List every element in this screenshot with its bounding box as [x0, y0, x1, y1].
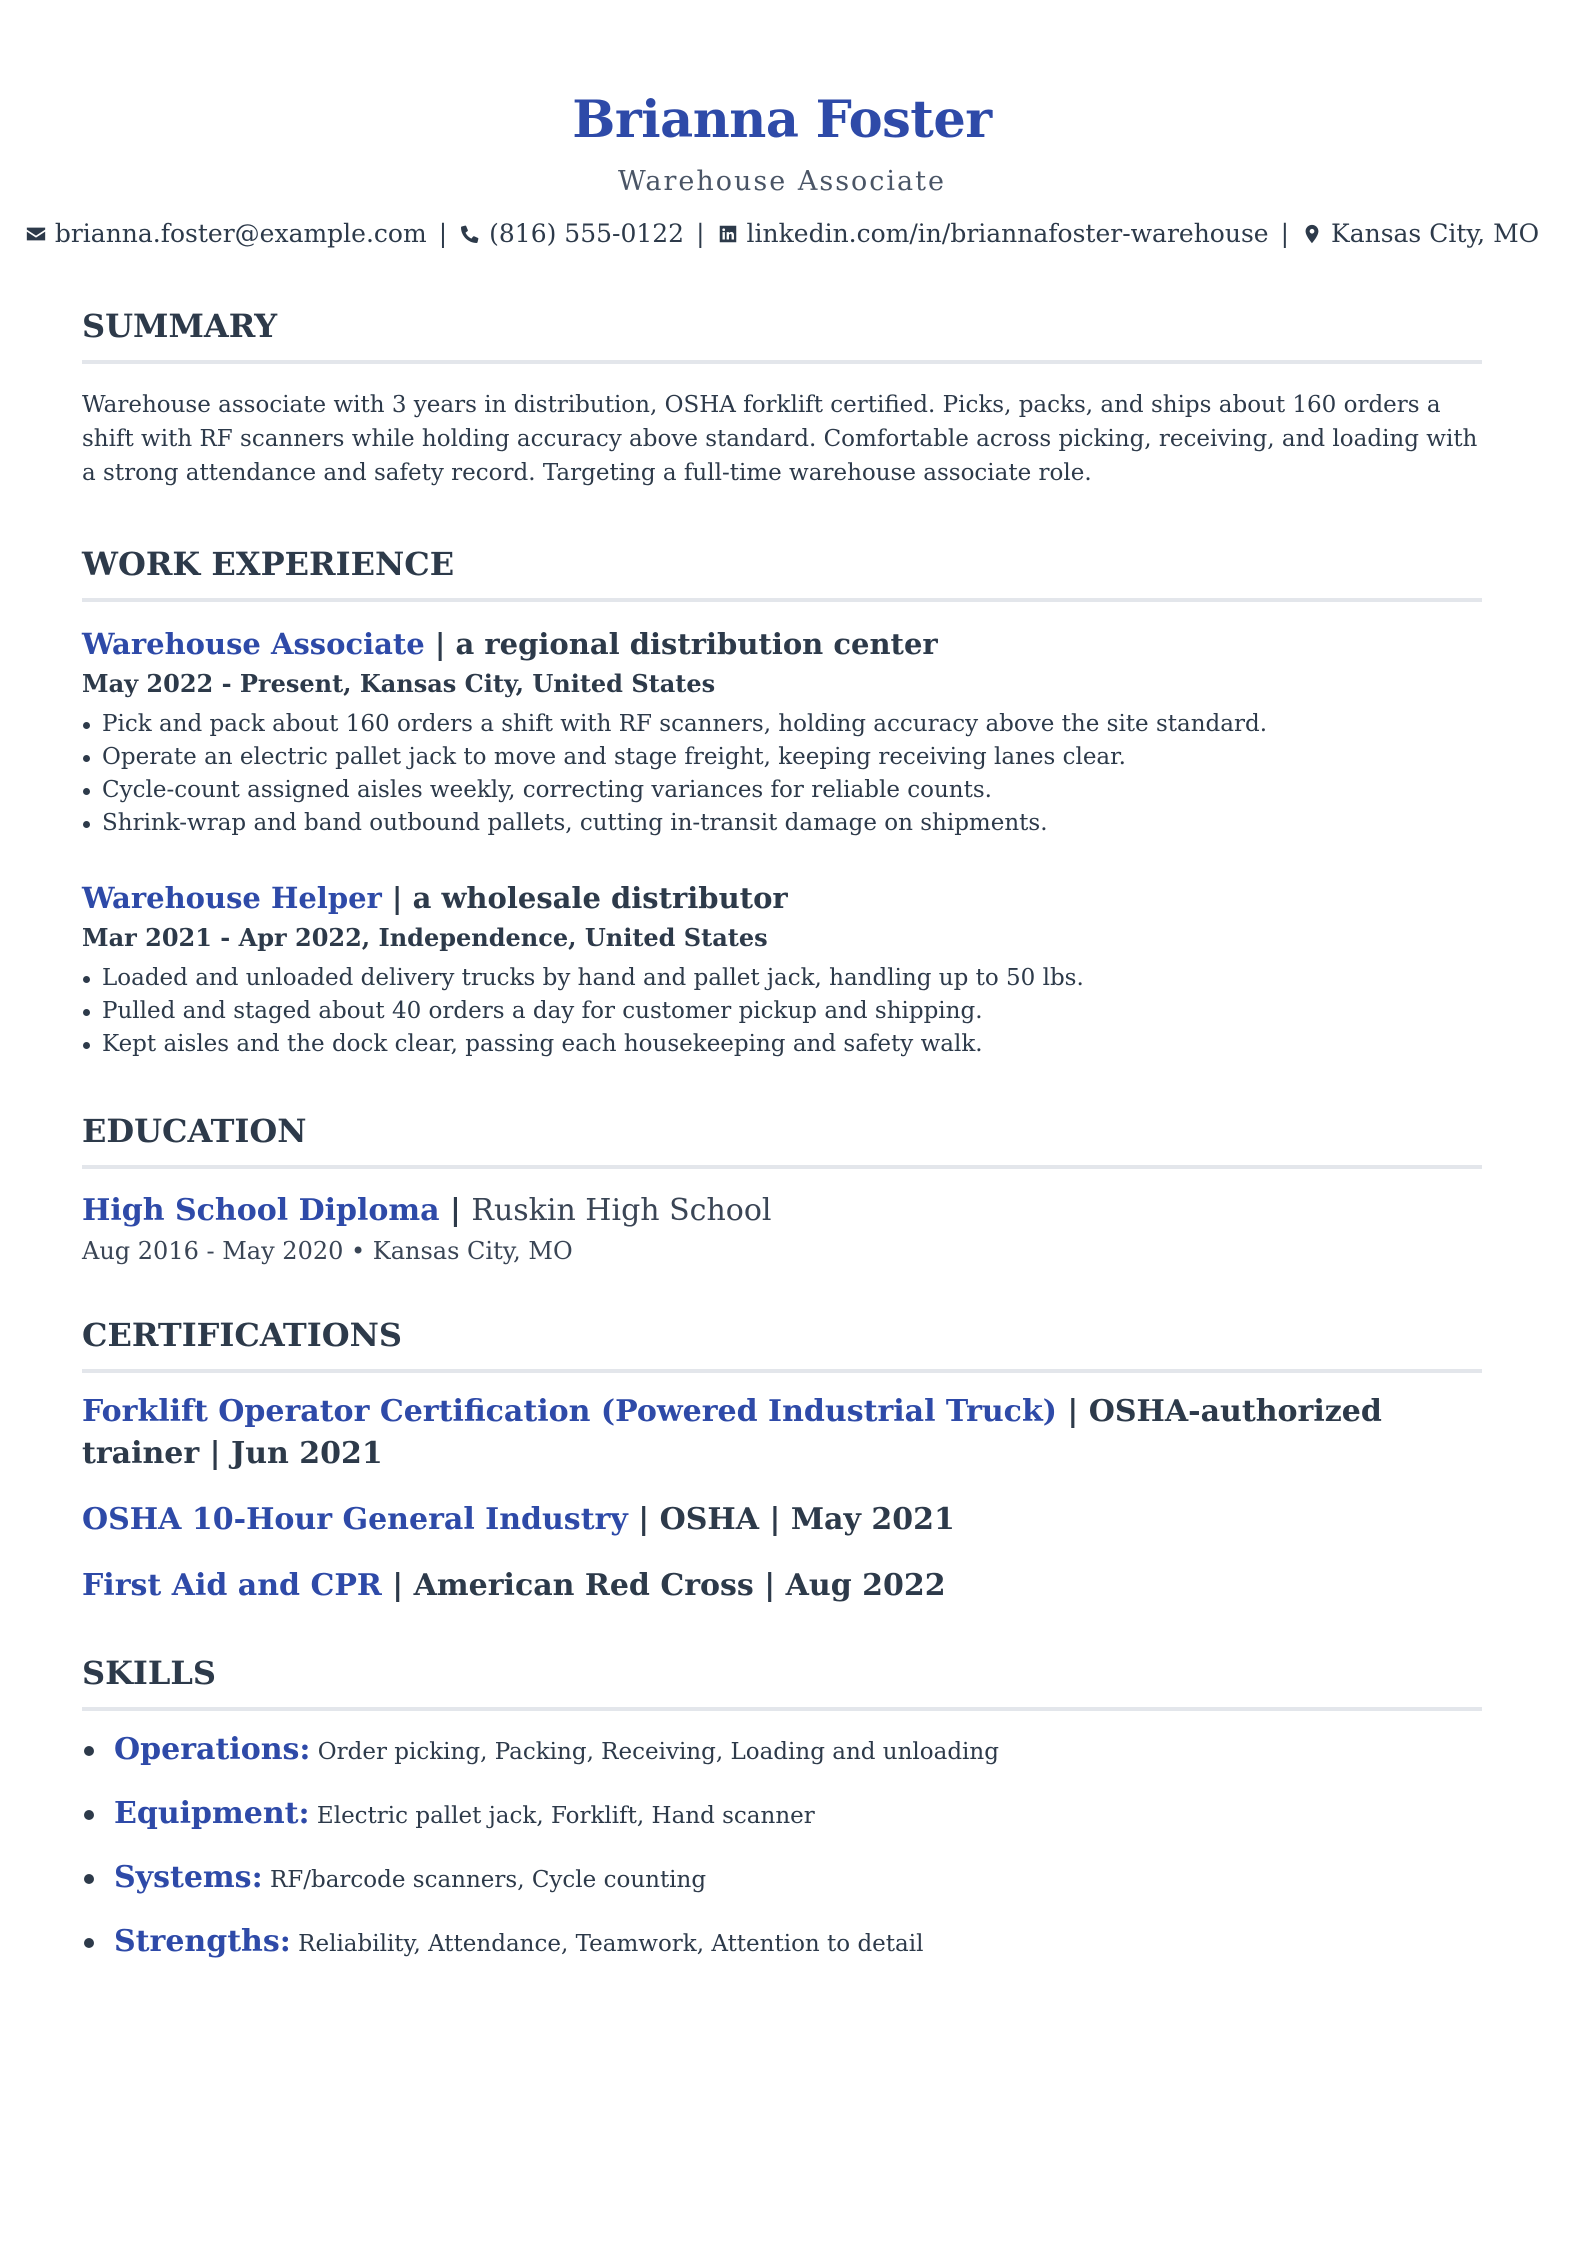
list-item: Pick and pack about 160 orders a shift with RF scanners, holding accuracy above the site standard. [102, 708, 1482, 741]
contact-bar [54, 216, 1540, 252]
job-company: | a wholesale distributor [381, 881, 788, 915]
list-item: Operate an electric pallet jack to move and stage freight, keeping receiving lanes clear. [102, 741, 1482, 774]
job-dates-location: May 2022 - Present, Kansas City, United States [82, 669, 716, 698]
contact-location [1301, 216, 1539, 252]
section-title: SKILLS [82, 1651, 1482, 1711]
certification-details: | OSHA-authorized trainer | Jun 2021 [82, 1394, 1382, 1471]
linkedin-text: linkedin.com/in/briannafoster-warehouse [746, 219, 1269, 248]
job-title: Warehouse Associate [82, 627, 425, 661]
contact-email[interactable] [25, 216, 427, 252]
education-separator: | [439, 1193, 472, 1228]
experience-section [82, 542, 1482, 1061]
job-bullets [82, 962, 1482, 1061]
certification-name: OSHA 10-Hour General Industry [82, 1502, 628, 1537]
school-name: Ruskin High School [471, 1193, 772, 1228]
certification-item [82, 1565, 1482, 1607]
skill-label: Operations: [114, 1732, 311, 1767]
list-item: Kept aisles and the dock clear, passing each housekeeping and safety walk. [102, 1028, 1482, 1061]
certification-item [82, 1499, 1482, 1541]
skill-item [114, 1727, 1482, 1777]
list-item: Loaded and unloaded delivery trucks by hand and pallet jack, handling up to 50 lbs. [102, 962, 1482, 995]
degree-name: High School Diploma [82, 1193, 440, 1228]
skill-label: Equipment: [114, 1796, 310, 1831]
certification-list [82, 1391, 1482, 1607]
location-text: Kansas City, MO [1331, 219, 1540, 248]
job-bullets [82, 708, 1482, 840]
list-item: Shrink-wrap and band outbound pallets, cutting in-transit damage on shipments. [102, 807, 1482, 840]
education-heading [82, 1191, 1482, 1231]
certification-details: | OSHA | May 2021 [627, 1502, 955, 1537]
contact-phone[interactable] [459, 216, 684, 252]
linkedin-icon [717, 223, 739, 245]
job-entry [82, 878, 1482, 1061]
contact-linkedin[interactable] [717, 216, 1269, 252]
job-company: | a regional distribution center [424, 627, 938, 661]
section-title: WORK EXPERIENCE [82, 542, 1482, 602]
job-title: Warehouse Helper [82, 881, 382, 915]
skills-section [82, 1651, 1482, 1969]
job-entry [82, 624, 1482, 840]
envelope-icon [25, 223, 47, 245]
education-section [82, 1109, 1482, 1269]
certification-details: | American Red Cross | Aug 2022 [381, 1568, 946, 1603]
job-dates-location: Mar 2021 - Apr 2022, Independence, United States [82, 923, 768, 952]
skill-values: Reliability, Attendance, Teamwork, Attention to detail [290, 1931, 924, 1957]
resume-header [54, 0, 1540, 252]
candidate-name: Brianna Foster [572, 90, 992, 150]
skill-values: Order picking, Packing, Receiving, Loading and unloading [310, 1739, 999, 1765]
contact-separator: | [438, 219, 448, 248]
list-item: Pulled and staged about 40 orders a day for customer pickup and shipping. [102, 995, 1482, 1028]
email-text: brianna.foster@example.com [54, 219, 427, 248]
skill-label: Strengths: [114, 1924, 291, 1959]
certifications-section [82, 1313, 1482, 1607]
section-title: SUMMARY [82, 304, 1482, 364]
candidate-role: Warehouse Associate [618, 166, 946, 197]
summary-section [82, 304, 1482, 490]
skill-values: Electric pallet jack, Forklift, Hand scanner [309, 1803, 815, 1829]
certification-name: Forklift Operator Certification (Powered Industrial Truck) [82, 1394, 1057, 1429]
contact-separator: | [1280, 219, 1290, 248]
skills-list [82, 1727, 1482, 1969]
contact-separator: | [696, 219, 705, 248]
certification-name: First Aid and CPR [82, 1568, 382, 1603]
skill-item [114, 1791, 1482, 1841]
certification-item [82, 1391, 1482, 1475]
list-item: Cycle-count assigned aisles weekly, correcting variances for reliable counts. [102, 774, 1482, 807]
summary-text: Warehouse associate with 3 years in distribution, OSHA forklift certified. Picks, packs, and ships about 160 orders a shift with RF scanners while holding accuracy above standard. Comfortable across picking, receiving, and loading with a strong attendance and safety record. Targeting a full-time warehouse associate role. [82, 392, 1478, 486]
phone-text: (816) 555-0122 [489, 219, 685, 248]
skill-item [114, 1919, 1482, 1969]
phone-icon [459, 223, 481, 245]
map-pin-icon [1301, 223, 1323, 245]
skill-values: RF/barcode scanners, Cycle counting [262, 1867, 707, 1893]
job-heading [82, 624, 1482, 664]
section-title: EDUCATION [82, 1109, 1482, 1169]
job-heading [82, 878, 1482, 918]
skill-item [114, 1855, 1482, 1905]
skill-label: Systems: [114, 1860, 263, 1895]
education-dates-location: Aug 2016 - May 2020 • Kansas City, MO [82, 1237, 573, 1265]
section-title: CERTIFICATIONS [82, 1313, 1482, 1373]
